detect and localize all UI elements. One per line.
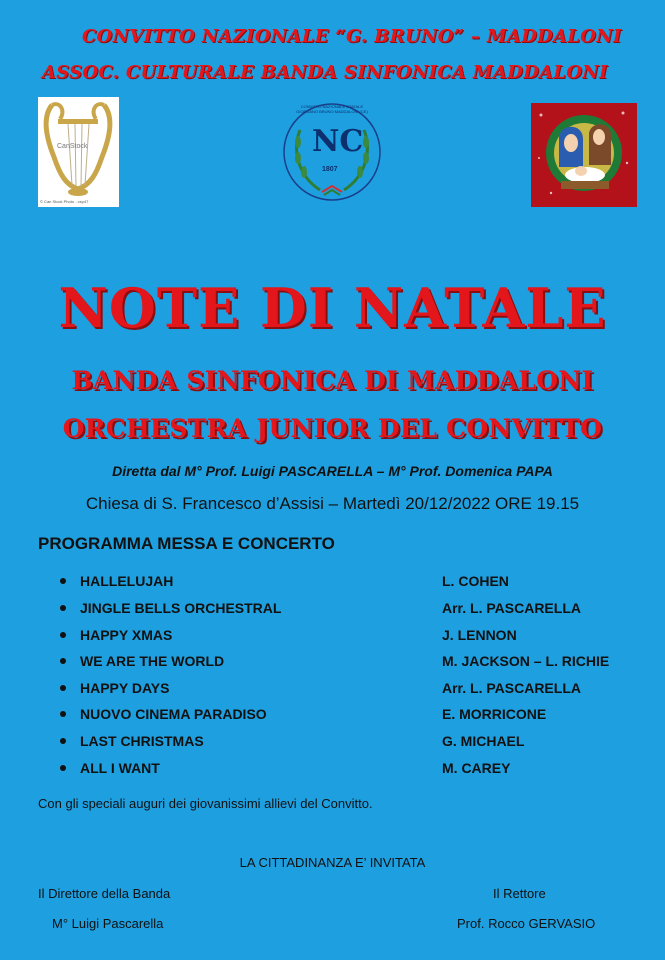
bullet-icon (60, 658, 66, 664)
emblem-year: 1807 (322, 166, 338, 173)
song-author: G. MICHAEL (442, 733, 525, 749)
director-name: M° Luigi Pascarella (52, 916, 164, 931)
song-author: M. JACKSON – L. RICHIE (442, 653, 610, 669)
lyre-brand: CanStock (57, 143, 88, 150)
directed-by: Diretta dal M° Prof. Luigi PASCARELLA – M° Prof. Domenica PAPA (112, 463, 553, 479)
program-heading: PROGRAMMA MESSA E CONCERTO (38, 534, 335, 553)
song-title: HAPPY XMAS (80, 627, 173, 643)
lyre-logo (38, 97, 119, 207)
song-author: L. COHEN (442, 573, 509, 589)
nativity-icon (531, 103, 637, 207)
school-emblem (276, 100, 388, 206)
song-author: M. CAREY (442, 760, 511, 776)
nativity-image (531, 103, 637, 207)
bullet-icon (60, 578, 66, 584)
lyre-icon (38, 97, 119, 207)
bullet-icon (60, 711, 66, 717)
emblem-ring-text: CONVITTO NAZIONALE STATALE GIORDANO BRUNO MADDALONI (CE) (296, 104, 368, 114)
invitation-text: LA CITTADINANZA E’ INVITATA (239, 855, 426, 870)
bullet-icon (60, 605, 66, 611)
bullet-icon (60, 632, 66, 638)
lyre-caption: © Can Stock Photo - csp47 (40, 199, 89, 204)
song-title: JINGLE BELLS ORCHESTRAL (80, 600, 282, 616)
song-author: Arr. L. PASCARELLA (442, 680, 581, 696)
event-title: NOTE DI NATALE (58, 276, 607, 340)
song-author: Arr. L. PASCARELLA (442, 600, 581, 616)
bullet-icon (60, 685, 66, 691)
song-title: LAST CHRISTMAS (80, 733, 204, 749)
header-line-1: CONVITTO NAZIONALE “G. BRUNO” – MADDALONI (82, 26, 622, 47)
bullet-icon (60, 738, 66, 744)
rector-name: Prof. Rocco GERVASIO (457, 916, 596, 931)
subtitle-band: BANDA SINFONICA DI MADDALONI (71, 366, 594, 395)
song-author: E. MORRICONE (442, 706, 547, 722)
rector-role: Il Rettore (493, 886, 546, 901)
song-author: J. LENNON (442, 627, 517, 643)
venue-date: Chiesa di S. Francesco d’Assisi – Martedì 20/12/2022 ORE 19.15 (85, 494, 580, 513)
song-title: NUOVO CINEMA PARADISO (80, 706, 267, 722)
subtitle-orchestra: ORCHESTRA JUNIOR DEL CONVITTO (62, 414, 603, 443)
song-title: WE ARE THE WORLD (80, 653, 225, 669)
song-title: ALL I WANT (80, 760, 160, 776)
song-title: HALLELUJAH (80, 573, 174, 589)
greetings-text: Con gli speciali auguri dei giovanissimi allievi del Convitto. (38, 796, 373, 811)
director-role: Il Direttore della Banda (38, 886, 171, 901)
song-title: HAPPY DAYS (80, 680, 170, 696)
header-line-2: ASSOC. CULTURALE BANDA SINFONICA MADDALONI (42, 62, 608, 83)
emblem-letters: NC (312, 124, 364, 159)
bullet-icon (60, 765, 66, 771)
